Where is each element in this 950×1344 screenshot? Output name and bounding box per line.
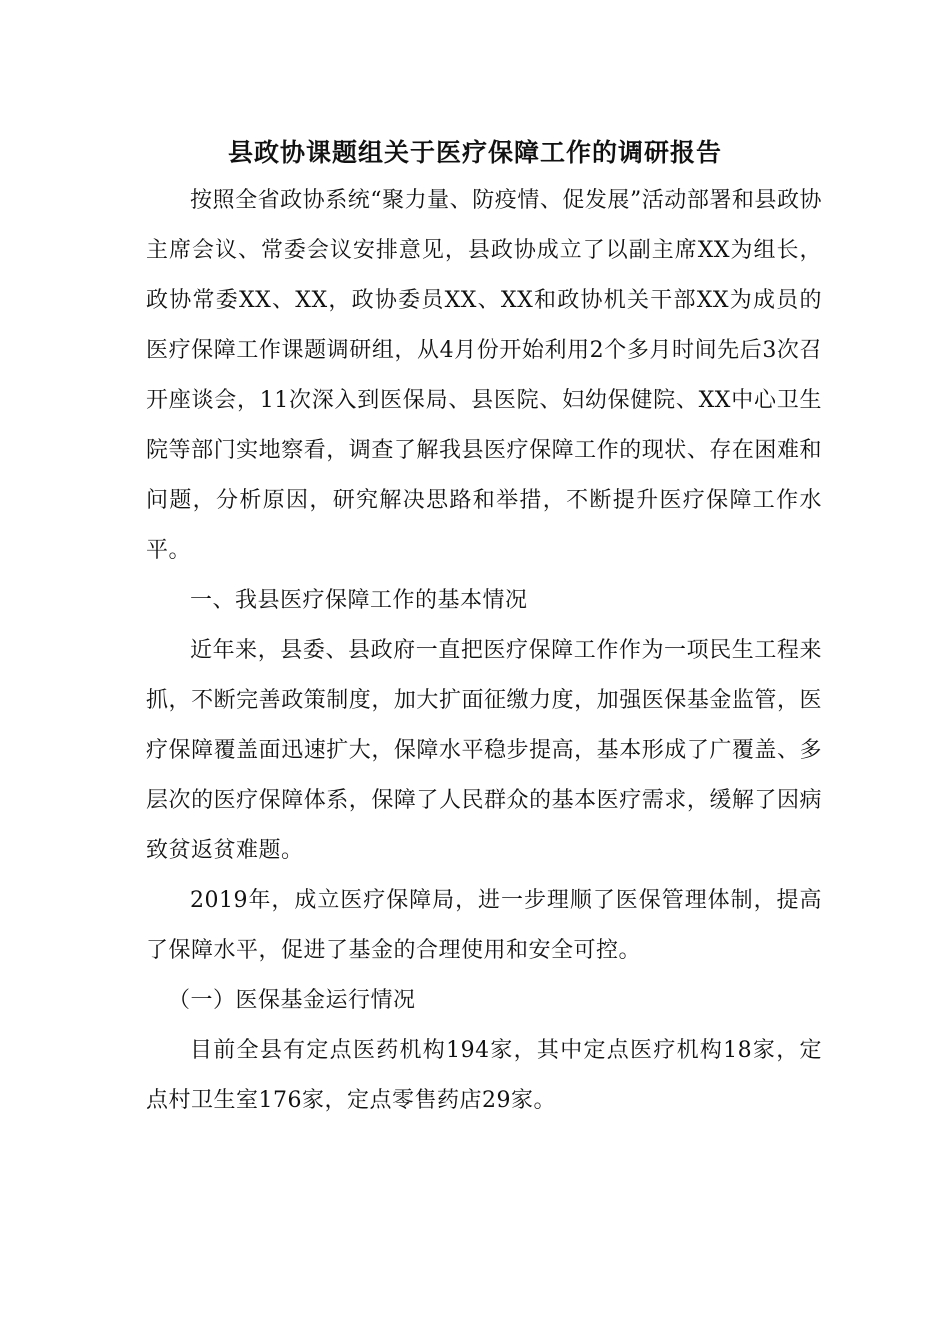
document-title: 县政协课题组关于医疗保障工作的调研报告 bbox=[227, 138, 722, 167]
institutions-paragraph: 目前全县有定点医药机构194家，其中定点医疗机构18家，定点村卫生室176家，定点零售药店29家。 bbox=[146, 1038, 822, 1113]
document-body bbox=[146, 176, 822, 1126]
section-heading: 一、我县医疗保障工作的基本情况 bbox=[190, 588, 528, 613]
overview-paragraph: 近年来，县委、县政府一直把医疗保障工作作为一项民生工程来抓，不断完善政策制度，加大扩面征缴力度，加强医保基金监管，医疗保障覆盖面迅速扩大，保障水平稳步提高，基本形成了广覆盖、多层次的医疗保障体系，保障了人民群众的基本医疗需求，缓解了因病致贫返贫难题。 bbox=[146, 638, 822, 863]
intro-paragraph: 按照全省政协系统“聚力量、防疫情、促发展”活动部署和县政协主席会议、常委会议安排意见，县政协成立了以副主席XX为组长，政协常委XX、XX，政协委员XX、XX和政协机关干部XX为成员的医疗保障工作课题调研组，从4月份开始利用2个多月时间先后3次召开座谈会，11次深入到医保局、县医院、妇幼保健院、XX中心卫生院等部门实地察看，调查了解我县医疗保障工作的现状、存在困难和问题，分析原因，研究解决思路和举措，不断提升医疗保障工作水平。 bbox=[146, 188, 822, 563]
subsection-heading: （一）医保基金运行情况 bbox=[168, 988, 416, 1013]
bureau-paragraph: 2019年，成立医疗保障局，进一步理顺了医保管理体制，提高了保障水平，促进了基金的合理使用和安全可控。 bbox=[146, 888, 822, 963]
